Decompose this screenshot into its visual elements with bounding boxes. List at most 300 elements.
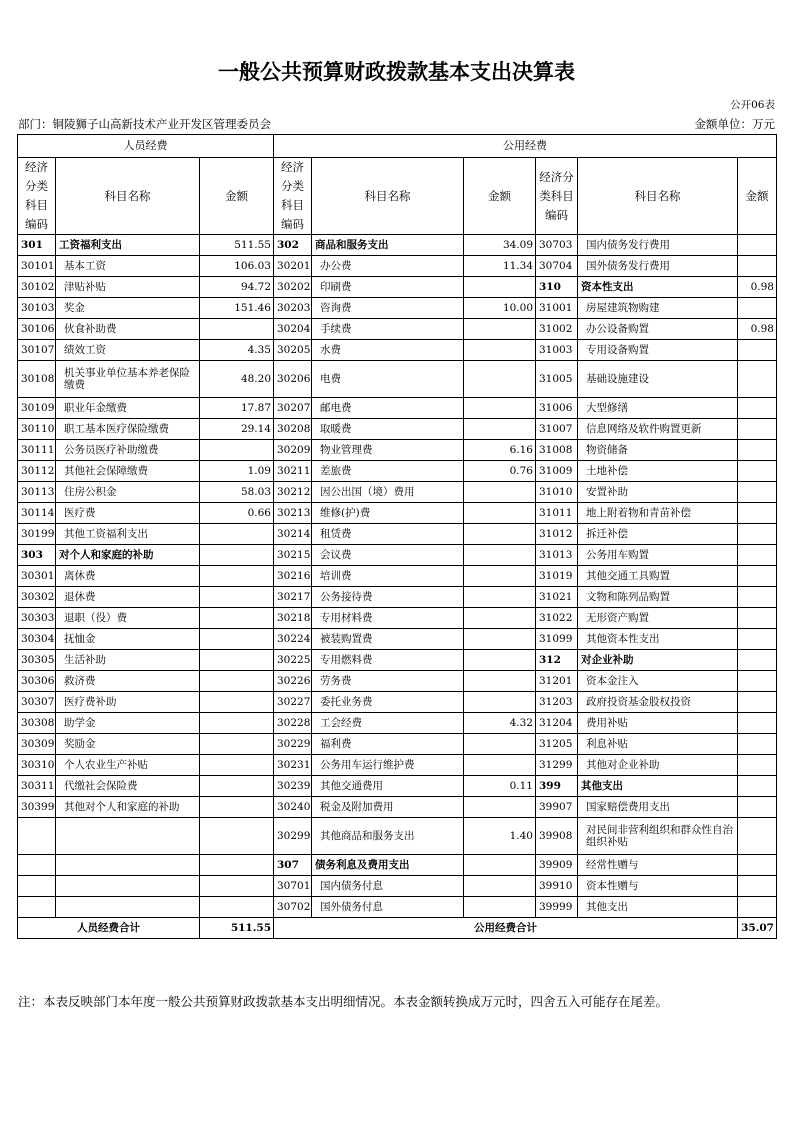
code-cell: 30107 xyxy=(18,340,56,361)
code-cell: 39907 xyxy=(536,797,578,818)
name-cell: 国内债务发行费用 xyxy=(578,235,738,256)
table-row xyxy=(18,298,777,319)
name-cell: 国家赔偿费用支出 xyxy=(578,797,738,818)
amount-cell xyxy=(738,440,777,461)
name-cell: 税金及附加费用 xyxy=(312,797,464,818)
name-cell: 债务利息及费用支出 xyxy=(312,855,464,876)
table-row xyxy=(18,713,777,734)
table-row xyxy=(18,818,777,855)
amount-cell xyxy=(464,876,536,897)
code-cell: 30204 xyxy=(274,319,312,340)
amount-cell xyxy=(200,713,274,734)
code-cell: 312 xyxy=(536,650,578,671)
code-cell: 30310 xyxy=(18,755,56,776)
table-row xyxy=(18,482,777,503)
name-cell xyxy=(56,818,200,855)
name-cell: 福利费 xyxy=(312,734,464,755)
amount-cell xyxy=(464,319,536,340)
code-cell: 30101 xyxy=(18,256,56,277)
amount-cell: 511.55 xyxy=(200,235,274,256)
table-row xyxy=(18,398,777,419)
personnel-header: 人员经费 xyxy=(18,135,274,158)
name-cell: 被装购置费 xyxy=(312,629,464,650)
code-cell: 31021 xyxy=(536,587,578,608)
code-cell: 31012 xyxy=(536,524,578,545)
name-cell: 其他商品和服务支出 xyxy=(312,818,464,855)
code-cell: 30215 xyxy=(274,545,312,566)
amount-cell xyxy=(738,566,777,587)
code-cell: 30701 xyxy=(274,876,312,897)
code-cell: 30216 xyxy=(274,566,312,587)
totals-row xyxy=(18,918,777,939)
col-name-header: 科目名称 xyxy=(578,158,738,235)
amount-cell xyxy=(464,855,536,876)
amount-cell xyxy=(200,671,274,692)
amount-cell xyxy=(738,692,777,713)
department-label: 部门：铜陵狮子山高新技术产业开发区管理委员会 xyxy=(18,117,271,131)
code-cell: 31203 xyxy=(536,692,578,713)
code-cell: 30213 xyxy=(274,503,312,524)
amount-cell: 17.87 xyxy=(200,398,274,419)
code-cell: 31022 xyxy=(536,608,578,629)
code-cell: 30231 xyxy=(274,755,312,776)
code-cell: 30305 xyxy=(18,650,56,671)
footnote: 注：本表反映部门本年度一般公共预算财政拨款基本支出明细情况。本表金额转换成万元时，四舍五入可能存在尾差。 xyxy=(18,994,669,1009)
name-cell: 公务用车购置 xyxy=(578,545,738,566)
amount-cell xyxy=(200,897,274,918)
name-cell: 公务接待费 xyxy=(312,587,464,608)
expenditure-table xyxy=(17,134,777,939)
amount-cell xyxy=(200,608,274,629)
name-cell: 差旅费 xyxy=(312,461,464,482)
code-cell: 39909 xyxy=(536,855,578,876)
amount-cell xyxy=(738,461,777,482)
amount-cell xyxy=(738,734,777,755)
amount-cell xyxy=(200,876,274,897)
amount-cell xyxy=(738,235,777,256)
name-cell: 办公设备购置 xyxy=(578,319,738,340)
table-row xyxy=(18,671,777,692)
amount-cell xyxy=(738,482,777,503)
code-cell: 30302 xyxy=(18,587,56,608)
amount-cell xyxy=(738,876,777,897)
col-name-header: 科目名称 xyxy=(312,158,464,235)
amount-cell xyxy=(200,587,274,608)
amount-cell: 10.00 xyxy=(464,298,536,319)
code-cell: 302 xyxy=(274,235,312,256)
code-cell: 30111 xyxy=(18,440,56,461)
name-cell: 国外债务付息 xyxy=(312,897,464,918)
name-cell: 邮电费 xyxy=(312,398,464,419)
name-cell: 土地补偿 xyxy=(578,461,738,482)
name-cell: 国外债务发行费用 xyxy=(578,256,738,277)
code-cell: 30109 xyxy=(18,398,56,419)
amount-cell xyxy=(738,419,777,440)
code-cell: 30218 xyxy=(274,608,312,629)
name-cell: 其他交通工具购置 xyxy=(578,566,738,587)
name-cell: 对个人和家庭的补助 xyxy=(56,545,200,566)
amount-cell xyxy=(464,671,536,692)
code-cell: 31019 xyxy=(536,566,578,587)
name-cell: 基本工资 xyxy=(56,256,200,277)
table-row xyxy=(18,566,777,587)
amount-cell xyxy=(464,650,536,671)
name-cell: 奖励金 xyxy=(56,734,200,755)
code-cell: 30239 xyxy=(274,776,312,797)
code-cell xyxy=(18,876,56,897)
code-cell: 30203 xyxy=(274,298,312,319)
code-cell: 30205 xyxy=(274,340,312,361)
code-cell: 30209 xyxy=(274,440,312,461)
name-cell: 其他支出 xyxy=(578,776,738,797)
amount-cell xyxy=(464,692,536,713)
code-cell: 30202 xyxy=(274,277,312,298)
code-cell: 30112 xyxy=(18,461,56,482)
code-cell: 31204 xyxy=(536,713,578,734)
code-cell: 301 xyxy=(18,235,56,256)
name-cell: 拆迁补偿 xyxy=(578,524,738,545)
table-row xyxy=(18,277,777,298)
amount-cell: 34.09 xyxy=(464,235,536,256)
name-cell: 离休费 xyxy=(56,566,200,587)
col-code-header: 经济分类科目编码 xyxy=(18,158,56,235)
name-cell: 利息补贴 xyxy=(578,734,738,755)
amount-cell xyxy=(738,671,777,692)
amount-cell: 94.72 xyxy=(200,277,274,298)
code-cell: 31099 xyxy=(536,629,578,650)
name-cell: 助学金 xyxy=(56,713,200,734)
code-cell: 30399 xyxy=(18,797,56,818)
personnel-total-label: 人员经费合计 xyxy=(18,918,200,939)
name-cell: 手续费 xyxy=(312,319,464,340)
table-row xyxy=(18,734,777,755)
code-cell: 30225 xyxy=(274,650,312,671)
table-row xyxy=(18,797,777,818)
name-cell: 其他社会保障缴费 xyxy=(56,461,200,482)
name-cell: 专用设备购置 xyxy=(578,340,738,361)
table-row xyxy=(18,361,777,398)
amount-cell xyxy=(200,776,274,797)
table-row xyxy=(18,776,777,797)
name-cell: 对民间非营利组织和群众性自治组织补贴 xyxy=(578,818,738,855)
amount-cell: 1.40 xyxy=(464,818,536,855)
name-cell: 取暖费 xyxy=(312,419,464,440)
form-code: 公开06表 xyxy=(730,99,775,111)
name-cell: 大型修缮 xyxy=(578,398,738,419)
name-cell: 专用燃料费 xyxy=(312,650,464,671)
code-cell: 30311 xyxy=(18,776,56,797)
amount-cell xyxy=(738,340,777,361)
code-cell xyxy=(18,818,56,855)
code-cell: 30240 xyxy=(274,797,312,818)
name-cell: 专用材料费 xyxy=(312,608,464,629)
code-cell: 31005 xyxy=(536,361,578,398)
amount-cell xyxy=(464,361,536,398)
table-row xyxy=(18,608,777,629)
name-cell: 职业年金缴费 xyxy=(56,398,200,419)
name-cell: 咨询费 xyxy=(312,298,464,319)
table-row xyxy=(18,855,777,876)
amount-cell xyxy=(200,818,274,855)
name-cell: 物业管理费 xyxy=(312,440,464,461)
amount-cell xyxy=(200,755,274,776)
table-row xyxy=(18,235,777,256)
code-cell: 39908 xyxy=(536,818,578,855)
name-cell: 无形资产购置 xyxy=(578,608,738,629)
code-cell: 310 xyxy=(536,277,578,298)
name-cell xyxy=(56,855,200,876)
name-cell: 租赁费 xyxy=(312,524,464,545)
amount-cell xyxy=(738,503,777,524)
amount-cell xyxy=(464,524,536,545)
table-row xyxy=(18,340,777,361)
code-cell: 30309 xyxy=(18,734,56,755)
table-row xyxy=(18,629,777,650)
code-cell: 30206 xyxy=(274,361,312,398)
amount-cell: 106.03 xyxy=(200,256,274,277)
name-cell xyxy=(56,876,200,897)
name-cell: 信息网络及软件购置更新 xyxy=(578,419,738,440)
code-cell: 30304 xyxy=(18,629,56,650)
amount-cell xyxy=(738,608,777,629)
table-row xyxy=(18,256,777,277)
name-cell xyxy=(56,897,200,918)
code-cell: 30207 xyxy=(274,398,312,419)
code-cell: 31013 xyxy=(536,545,578,566)
amount-cell xyxy=(200,797,274,818)
code-cell: 30702 xyxy=(274,897,312,918)
name-cell: 水费 xyxy=(312,340,464,361)
name-cell: 住房公积金 xyxy=(56,482,200,503)
amount-cell: 0.98 xyxy=(738,277,777,298)
name-cell: 公务用车运行维护费 xyxy=(312,755,464,776)
public-total-value: 35.07 xyxy=(738,918,777,939)
table-row xyxy=(18,692,777,713)
amount-cell xyxy=(464,629,536,650)
amount-cell: 151.46 xyxy=(200,298,274,319)
amount-cell xyxy=(738,797,777,818)
name-cell: 地上附着物和青苗补偿 xyxy=(578,503,738,524)
amount-cell xyxy=(738,587,777,608)
code-cell: 30703 xyxy=(536,235,578,256)
name-cell: 资本金注入 xyxy=(578,671,738,692)
amount-cell xyxy=(200,524,274,545)
name-cell: 电费 xyxy=(312,361,464,398)
name-cell: 培训费 xyxy=(312,566,464,587)
amount-cell xyxy=(464,419,536,440)
code-cell: 30199 xyxy=(18,524,56,545)
table-row xyxy=(18,897,777,918)
code-cell: 31011 xyxy=(536,503,578,524)
code-cell: 307 xyxy=(274,855,312,876)
name-cell: 津贴补贴 xyxy=(56,277,200,298)
code-cell: 30103 xyxy=(18,298,56,319)
amount-cell xyxy=(200,319,274,340)
amount-cell xyxy=(738,650,777,671)
code-cell: 31299 xyxy=(536,755,578,776)
code-cell: 31010 xyxy=(536,482,578,503)
name-cell: 文物和陈列品购置 xyxy=(578,587,738,608)
table-row xyxy=(18,419,777,440)
code-cell: 30704 xyxy=(536,256,578,277)
public-total-label: 公用经费合计 xyxy=(274,918,738,939)
code-cell: 31205 xyxy=(536,734,578,755)
name-cell: 资本性支出 xyxy=(578,277,738,298)
code-cell: 399 xyxy=(536,776,578,797)
amount-cell xyxy=(738,629,777,650)
code-cell: 31008 xyxy=(536,440,578,461)
table-row xyxy=(18,755,777,776)
amount-cell: 6.16 xyxy=(464,440,536,461)
code-cell: 30307 xyxy=(18,692,56,713)
code-cell: 39910 xyxy=(536,876,578,897)
name-cell: 政府投资基金股权投资 xyxy=(578,692,738,713)
name-cell: 职工基本医疗保险缴费 xyxy=(56,419,200,440)
col-amount-header: 金额 xyxy=(738,158,777,235)
name-cell: 其他对企业补助 xyxy=(578,755,738,776)
amount-cell xyxy=(464,734,536,755)
name-cell: 公务员医疗补助缴费 xyxy=(56,440,200,461)
name-cell: 抚恤金 xyxy=(56,629,200,650)
code-cell: 30217 xyxy=(274,587,312,608)
name-cell: 医疗费 xyxy=(56,503,200,524)
name-cell: 奖金 xyxy=(56,298,200,319)
amount-cell xyxy=(464,340,536,361)
table-row xyxy=(18,440,777,461)
amount-cell: 0.66 xyxy=(200,503,274,524)
amount-cell: 58.03 xyxy=(200,482,274,503)
amount-cell xyxy=(738,755,777,776)
name-cell: 其他交通费用 xyxy=(312,776,464,797)
code-cell: 39999 xyxy=(536,897,578,918)
amount-cell xyxy=(464,797,536,818)
code-cell: 31007 xyxy=(536,419,578,440)
code-cell: 30212 xyxy=(274,482,312,503)
name-cell: 退休费 xyxy=(56,587,200,608)
name-cell: 房屋建筑物购建 xyxy=(578,298,738,319)
amount-cell xyxy=(464,897,536,918)
code-cell xyxy=(18,897,56,918)
amount-cell: 4.35 xyxy=(200,340,274,361)
code-cell: 31006 xyxy=(536,398,578,419)
amount-cell xyxy=(464,566,536,587)
code-cell: 30301 xyxy=(18,566,56,587)
amount-cell xyxy=(738,298,777,319)
name-cell: 绩效工资 xyxy=(56,340,200,361)
code-cell: 30201 xyxy=(274,256,312,277)
amount-cell: 11.34 xyxy=(464,256,536,277)
code-cell: 31002 xyxy=(536,319,578,340)
amount-cell: 1.09 xyxy=(200,461,274,482)
amount-cell xyxy=(200,734,274,755)
code-cell: 30214 xyxy=(274,524,312,545)
amount-cell xyxy=(200,440,274,461)
code-cell: 30110 xyxy=(18,419,56,440)
table-row xyxy=(18,587,777,608)
amount-cell xyxy=(200,545,274,566)
code-cell: 30229 xyxy=(274,734,312,755)
name-cell: 会议费 xyxy=(312,545,464,566)
amount-cell xyxy=(738,713,777,734)
name-cell: 商品和服务支出 xyxy=(312,235,464,256)
code-cell: 30113 xyxy=(18,482,56,503)
code-cell: 30308 xyxy=(18,713,56,734)
name-cell: 维修(护)费 xyxy=(312,503,464,524)
name-cell: 其他资本性支出 xyxy=(578,629,738,650)
col-amount-header: 金额 xyxy=(464,158,536,235)
name-cell: 其他工资福利支出 xyxy=(56,524,200,545)
code-cell: 31009 xyxy=(536,461,578,482)
name-cell: 劳务费 xyxy=(312,671,464,692)
amount-cell xyxy=(464,755,536,776)
code-cell xyxy=(18,855,56,876)
code-cell: 30114 xyxy=(18,503,56,524)
name-cell: 经常性赠与 xyxy=(578,855,738,876)
name-cell: 医疗费补助 xyxy=(56,692,200,713)
code-cell: 30303 xyxy=(18,608,56,629)
code-cell: 31003 xyxy=(536,340,578,361)
table-row xyxy=(18,524,777,545)
code-cell: 31001 xyxy=(536,298,578,319)
table-body xyxy=(18,235,777,918)
amount-cell xyxy=(464,608,536,629)
code-cell: 30226 xyxy=(274,671,312,692)
code-cell: 30108 xyxy=(18,361,56,398)
amount-cell xyxy=(738,398,777,419)
code-cell: 30306 xyxy=(18,671,56,692)
name-cell: 其他支出 xyxy=(578,897,738,918)
name-cell: 个人农业生产补贴 xyxy=(56,755,200,776)
amount-cell xyxy=(738,776,777,797)
code-cell: 30227 xyxy=(274,692,312,713)
name-cell: 伙食补助费 xyxy=(56,319,200,340)
amount-cell xyxy=(464,587,536,608)
code-cell: 30106 xyxy=(18,319,56,340)
name-cell: 安置补助 xyxy=(578,482,738,503)
amount-cell xyxy=(200,566,274,587)
public-header: 公用经费 xyxy=(274,135,777,158)
col-code-header: 经济分类科目编码 xyxy=(536,158,578,235)
table-row xyxy=(18,545,777,566)
table-row xyxy=(18,461,777,482)
name-cell: 工资福利支出 xyxy=(56,235,200,256)
amount-cell: 29.14 xyxy=(200,419,274,440)
code-cell: 30208 xyxy=(274,419,312,440)
table-row xyxy=(18,503,777,524)
code-cell: 30211 xyxy=(274,461,312,482)
amount-cell xyxy=(464,277,536,298)
code-cell: 303 xyxy=(18,545,56,566)
code-cell: 30228 xyxy=(274,713,312,734)
code-cell: 31201 xyxy=(536,671,578,692)
name-cell: 费用补贴 xyxy=(578,713,738,734)
name-cell: 办公费 xyxy=(312,256,464,277)
name-cell: 救济费 xyxy=(56,671,200,692)
amount-cell xyxy=(738,855,777,876)
amount-cell xyxy=(738,545,777,566)
amount-cell xyxy=(464,482,536,503)
amount-cell: 0.76 xyxy=(464,461,536,482)
personnel-total-value: 511.55 xyxy=(200,918,274,939)
amount-cell: 4.32 xyxy=(464,713,536,734)
name-cell: 工会经费 xyxy=(312,713,464,734)
amount-cell xyxy=(738,256,777,277)
name-cell: 物资储备 xyxy=(578,440,738,461)
amount-cell: 0.11 xyxy=(464,776,536,797)
name-cell: 对企业补助 xyxy=(578,650,738,671)
amount-cell xyxy=(464,398,536,419)
amount-cell xyxy=(200,855,274,876)
